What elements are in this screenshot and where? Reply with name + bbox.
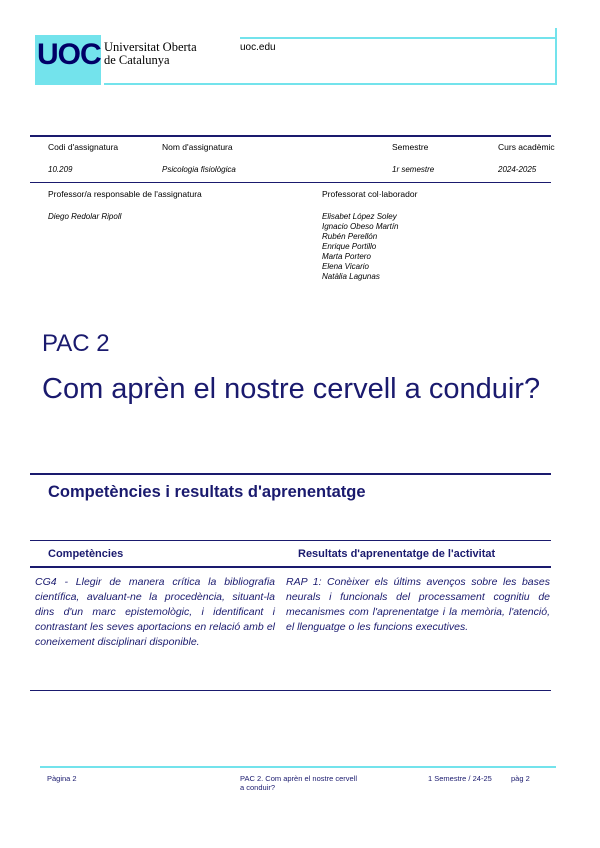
section-title: Competències i resultats d'aprenentatge — [48, 483, 366, 501]
header-rule-vertical — [555, 28, 557, 85]
uoc-logo — [35, 35, 101, 85]
professor-name: Diego Redolar Ripoll — [48, 212, 122, 221]
table-rule-bottom — [30, 690, 551, 691]
academic-year-label: Curs acadèmic — [498, 142, 555, 152]
learning-outcome-rap1: RAP 1: Conèixer els últims avenços sobre les bases neurals i funcionals del processament cognitiu de mecanismes com l'aprenentatge i la memòria, l'atenció, el llenguatge o les funcions executives. — [286, 576, 550, 633]
collaborator: Natàlia Lagunas — [322, 272, 380, 281]
semester-label: Semestre — [392, 142, 429, 152]
uoc-url[interactable]: uoc.edu — [240, 42, 276, 53]
university-name — [104, 41, 197, 67]
competence-cg4: CG4 - Llegir de manera crítica la bibliografia científica, avaluant-ne la procedència, situant-la dins d'un marc epistemològic, i identificant i contrastant les seves aportacions en relació amb el coneixement disciplinari disponible. — [35, 576, 275, 648]
course-name: Psicologia fisiològica — [162, 165, 236, 174]
document-title: Com aprèn el nostre cervell a conduir? — [42, 373, 541, 405]
footer-rule — [40, 766, 556, 768]
collaborators-list — [322, 212, 398, 282]
info-rule-top — [30, 135, 551, 137]
competences-header: Competències — [48, 548, 124, 560]
collaborator: Rubén Perellón — [322, 232, 378, 241]
course-name-label: Nom d'assignatura — [162, 142, 233, 152]
university-name-line1: Universitat Oberta — [104, 40, 197, 54]
title-rule — [30, 473, 551, 475]
pac-label: PAC 2 — [42, 330, 110, 357]
info-rule-middle — [30, 182, 551, 183]
footer-doc-title-line1: PAC 2. Com aprèn el nostre cervell — [240, 774, 357, 783]
professor-label: Professor/a responsable de l'assignatura — [48, 189, 202, 199]
footer-doc-title-line2: a conduir? — [240, 783, 276, 792]
collaborator: Elena Vicario — [322, 262, 369, 271]
collaborator: Marta Portero — [322, 252, 371, 261]
footer-doc-title — [240, 774, 357, 792]
collaborator: Enrique Portillo — [322, 242, 377, 251]
collaborators-label: Professorat col·laborador — [322, 189, 418, 199]
collaborator: Ignacio Obeso Martín — [322, 222, 399, 231]
table-rule-header — [30, 566, 551, 568]
learning-outcomes-header: Resultats d'aprenentatge de l'activitat — [298, 548, 496, 560]
header-rule-bottom — [104, 83, 555, 85]
collaborator: Elisabet López Soley — [322, 212, 397, 221]
course-code-label: Codi d'assignatura — [48, 142, 119, 152]
academic-year: 2024-2025 — [498, 165, 537, 174]
university-name-line2: de Catalunya — [104, 53, 170, 67]
footer-left: Pàgina 2 — [47, 774, 77, 783]
table-rule-top — [30, 540, 551, 541]
course-code: 10.209 — [48, 165, 73, 174]
footer-semester: 1 Semestre / 24-25 — [428, 774, 492, 783]
header-rule-top — [240, 37, 555, 39]
semester-value: 1r semestre — [392, 165, 435, 174]
footer-page-number: pàg 2 — [511, 774, 530, 783]
logo-text: UOC — [37, 38, 101, 71]
